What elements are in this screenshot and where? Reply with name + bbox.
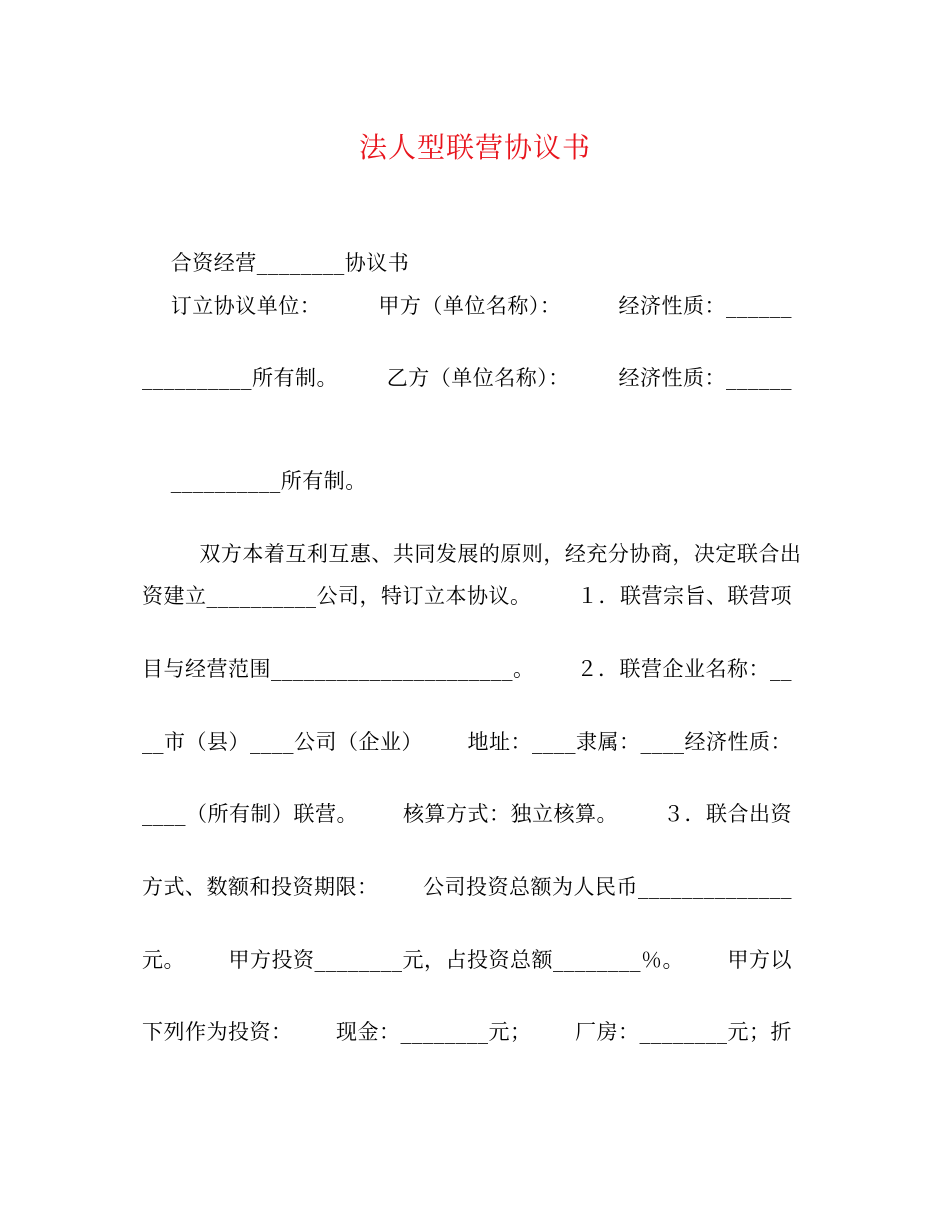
text-line-5	[142, 509, 802, 566]
text-segment: 合资经营________协议书	[170, 251, 410, 275]
text-segment: 经济性质：______	[618, 294, 792, 318]
text-line-6	[142, 581, 792, 611]
text-line-10	[142, 872, 792, 902]
text-line-11	[142, 945, 792, 975]
text-line-1	[142, 218, 792, 275]
text-segment: 厂房：________元；折	[575, 1020, 792, 1044]
text-line-8	[142, 727, 792, 757]
text-segment: __________所有制。	[170, 469, 367, 493]
text-segment: 现金：________元；	[336, 1020, 532, 1044]
text-segment: 元。	[142, 948, 185, 972]
text-segment: __________所有制。	[142, 366, 338, 390]
text-segment: 方式、数额和投资期限：	[142, 875, 379, 899]
text-segment: １．联营宗旨、联营项	[577, 584, 792, 608]
text-segment: ２．联营企业名称：__	[576, 657, 792, 681]
text-segment: 核算方式：独立核算。	[403, 802, 618, 826]
text-segment: 下列作为投资：	[142, 1020, 293, 1044]
text-segment: 乙方（单位名称）：	[386, 366, 570, 390]
text-segment: 甲方投资________元，占投资总额________％。	[228, 948, 684, 972]
text-segment: 甲方以	[727, 948, 792, 972]
page-title: 法人型联营协议书	[358, 131, 591, 164]
text-segment: 双方本着互利互惠、共同发展的原则，经充分协商，决定联合出	[170, 542, 802, 566]
text-segment: __市（县）____公司（企业）	[142, 730, 423, 754]
text-segment: 地址：____隶属：____经济性质：	[467, 730, 792, 754]
text-segment: 订立协议单位：	[142, 294, 322, 318]
text-line-2	[142, 291, 792, 321]
text-segment: 经济性质：______	[618, 366, 792, 390]
text-line-12	[142, 1017, 792, 1047]
text-line-7	[142, 654, 792, 684]
text-segment: 甲方（单位名称）：	[378, 294, 562, 318]
text-segment: 目与经营范围______________________。	[142, 657, 535, 681]
text-segment: ____（所有制）联营。	[142, 802, 358, 826]
text-segment: 公司投资总额为人民币______________	[423, 875, 792, 899]
text-line-4	[142, 436, 792, 493]
text-segment: 资建立__________公司，特订立本协议。	[142, 584, 532, 608]
text-segment: ３．联合出资	[663, 802, 792, 826]
text-line-9	[142, 799, 792, 829]
text-line-3	[142, 363, 792, 393]
